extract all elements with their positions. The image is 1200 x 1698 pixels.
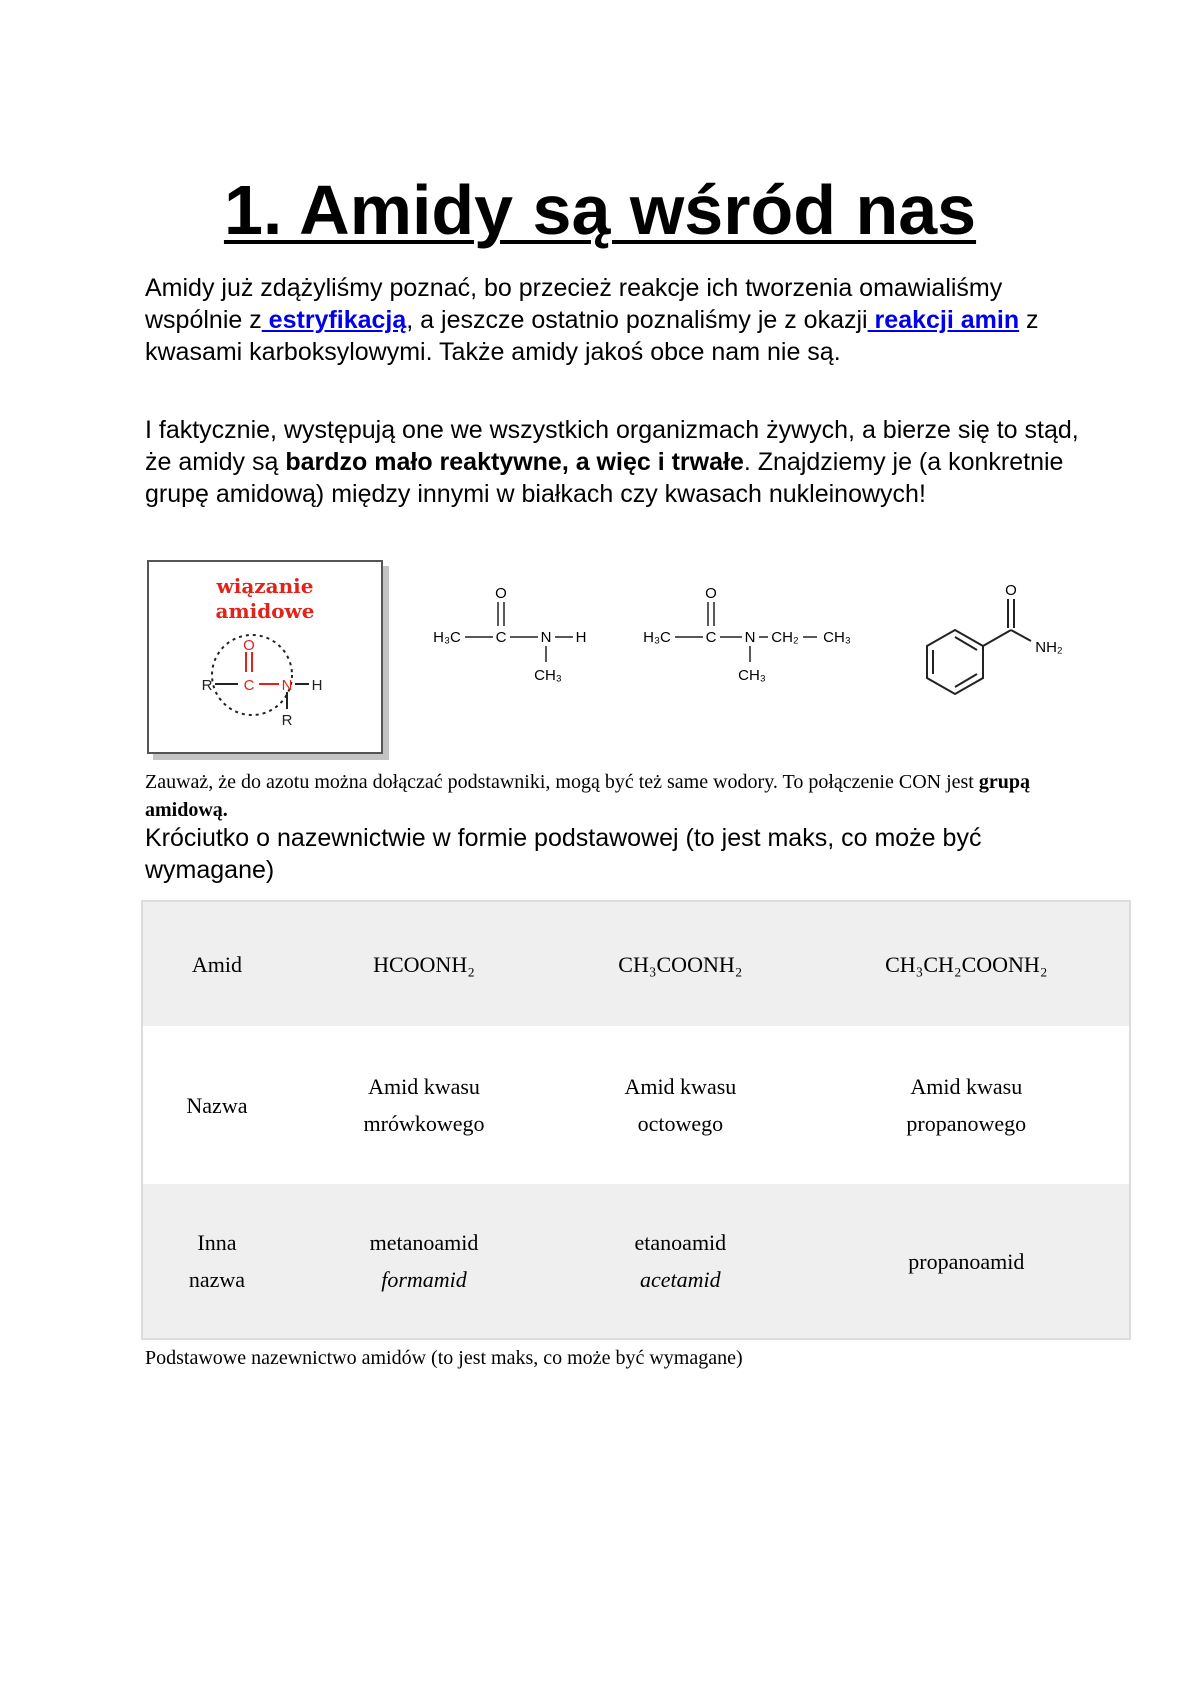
amide-bond-label-line: wiązanie [216,574,314,598]
table-row [143,902,1129,1026]
table-cell [143,1184,291,1338]
estryfikacja-link[interactable]: estryfikacją [261,306,407,334]
cell-line: Amid kwasu [368,1074,480,1099]
table-cell: Amid [191,951,242,977]
hydrogen-atom-label: H [575,629,587,646]
bond-line [955,637,977,650]
cell-line: Amid kwasu [624,1074,737,1099]
nitrogen-atom-label: N [744,629,756,646]
amide-structures-figure [145,558,1085,758]
methyl-group-label: H₃C [643,629,671,646]
table-cell: CH₃CH₂COONH₂ [885,951,1048,977]
table-cell: CH₃COONH₂ [618,951,743,977]
carbon-atom-label: C [495,629,507,646]
methylene-group-label: CH₂ [771,629,799,646]
intro-text: Amidy już zdążyliśmy poznać, bo przecież reakcje ich tworzenia omawialiśmy wspólnie z [145,274,1003,334]
intro-text: z kwasami karboksylowymi. Także amidy jakoś obce nam nie są. [145,306,1039,366]
cell-line: Amid kwasu [910,1074,1023,1099]
benzene-ring [927,630,983,694]
table-row [143,1026,1129,1184]
table-cell: HCOONH₂ [373,951,475,977]
carbon-atom-label: C [243,677,255,694]
methyl-group-label: CH₃ [534,667,562,684]
nomenclature-heading: Króciutko o nazewnictwie w formie podstawowej (to jest maks, co może być wymagane) [145,824,982,884]
cell-line: Inna [197,1230,237,1255]
n-methylacetamide-structure [425,580,615,690]
table-cell [557,1026,804,1184]
table-row [143,1184,1129,1338]
intro-text: , a jeszcze ostatnio poznaliśmy je z okazji [406,306,868,334]
bond-line [955,674,977,687]
amide-bond-diagram [147,560,383,754]
nitrogen-atom-label: N [281,677,293,694]
nomenclature-table [141,900,1131,1340]
table-cell [291,1184,557,1338]
hydrogen-atom-label: H [311,677,323,694]
nitrogen-atom-label: N [540,629,552,646]
oxygen-atom-label: O [243,637,255,654]
carbon-atom-label: C [705,629,717,646]
occurrence-paragraph [145,414,1085,510]
amide-bond-structure [149,562,381,752]
methyl-group-label: H₃C [433,629,461,646]
cell-line: mrówkowego [363,1111,485,1136]
reakcje-amin-link[interactable]: reakcji amin [867,306,1020,334]
table-caption: Podstawowe nazewnictwo amidów (to jest maks, co może być wymagane) [145,1347,743,1369]
paragraph-text: . Znajdziemy je (a konkretnie grupę amidową) między innymi w białkach czy kwasach nukleinowych! [145,448,1064,508]
table-cell: Nazwa [186,1092,248,1118]
oxygen-atom-label: O [1005,582,1017,599]
r-group-label: R [281,712,293,729]
benzamide-structure [905,573,1075,703]
cell-line: octowego [637,1111,724,1136]
cell-line-italic: acetamid [640,1267,721,1292]
bond-line [983,630,1011,646]
methyl-group-label: CH₃ [738,667,766,684]
methyl-group-label: CH₃ [823,629,851,646]
amide-bond-label-line: amidowe [215,599,315,623]
table-cell [804,1026,1129,1184]
table-cell [291,1026,557,1184]
intro-paragraph [145,272,1085,368]
oxygen-atom-label: O [705,585,717,602]
bond-line [1011,630,1031,641]
page-title: 1. Amidy są wśród nas [223,171,977,249]
paragraph-text: I faktycznie, występują one we wszystkich organizmach żywych, a bierze się to stąd, że amidy są [145,416,1079,476]
cell-line: nazwa [188,1267,246,1292]
r-group-label: R [201,677,213,694]
bold-emphasis: grupą amidową. [145,771,1030,821]
bold-emphasis: bardzo mało reaktywne, a więc i trwałe [285,448,744,476]
cell-line: propanowego [906,1111,1027,1136]
cell-line: metanoamid [369,1230,479,1255]
cell-line: etanoamid [634,1230,727,1255]
n-ethyl-n-methylacetamide-structure [635,580,865,690]
figure-caption [145,768,1085,824]
amino-group-label: NH₂ [1035,639,1063,656]
table-cell [557,1184,804,1338]
oxygen-atom-label: O [495,585,507,602]
caption-text: Zauważ, że do azotu można dołączać podstawniki, mogą być też same wodory. To połączenie CON jest [145,771,979,793]
cell-line-italic: formamid [381,1267,467,1292]
table-cell: propanoamid [908,1248,1025,1274]
